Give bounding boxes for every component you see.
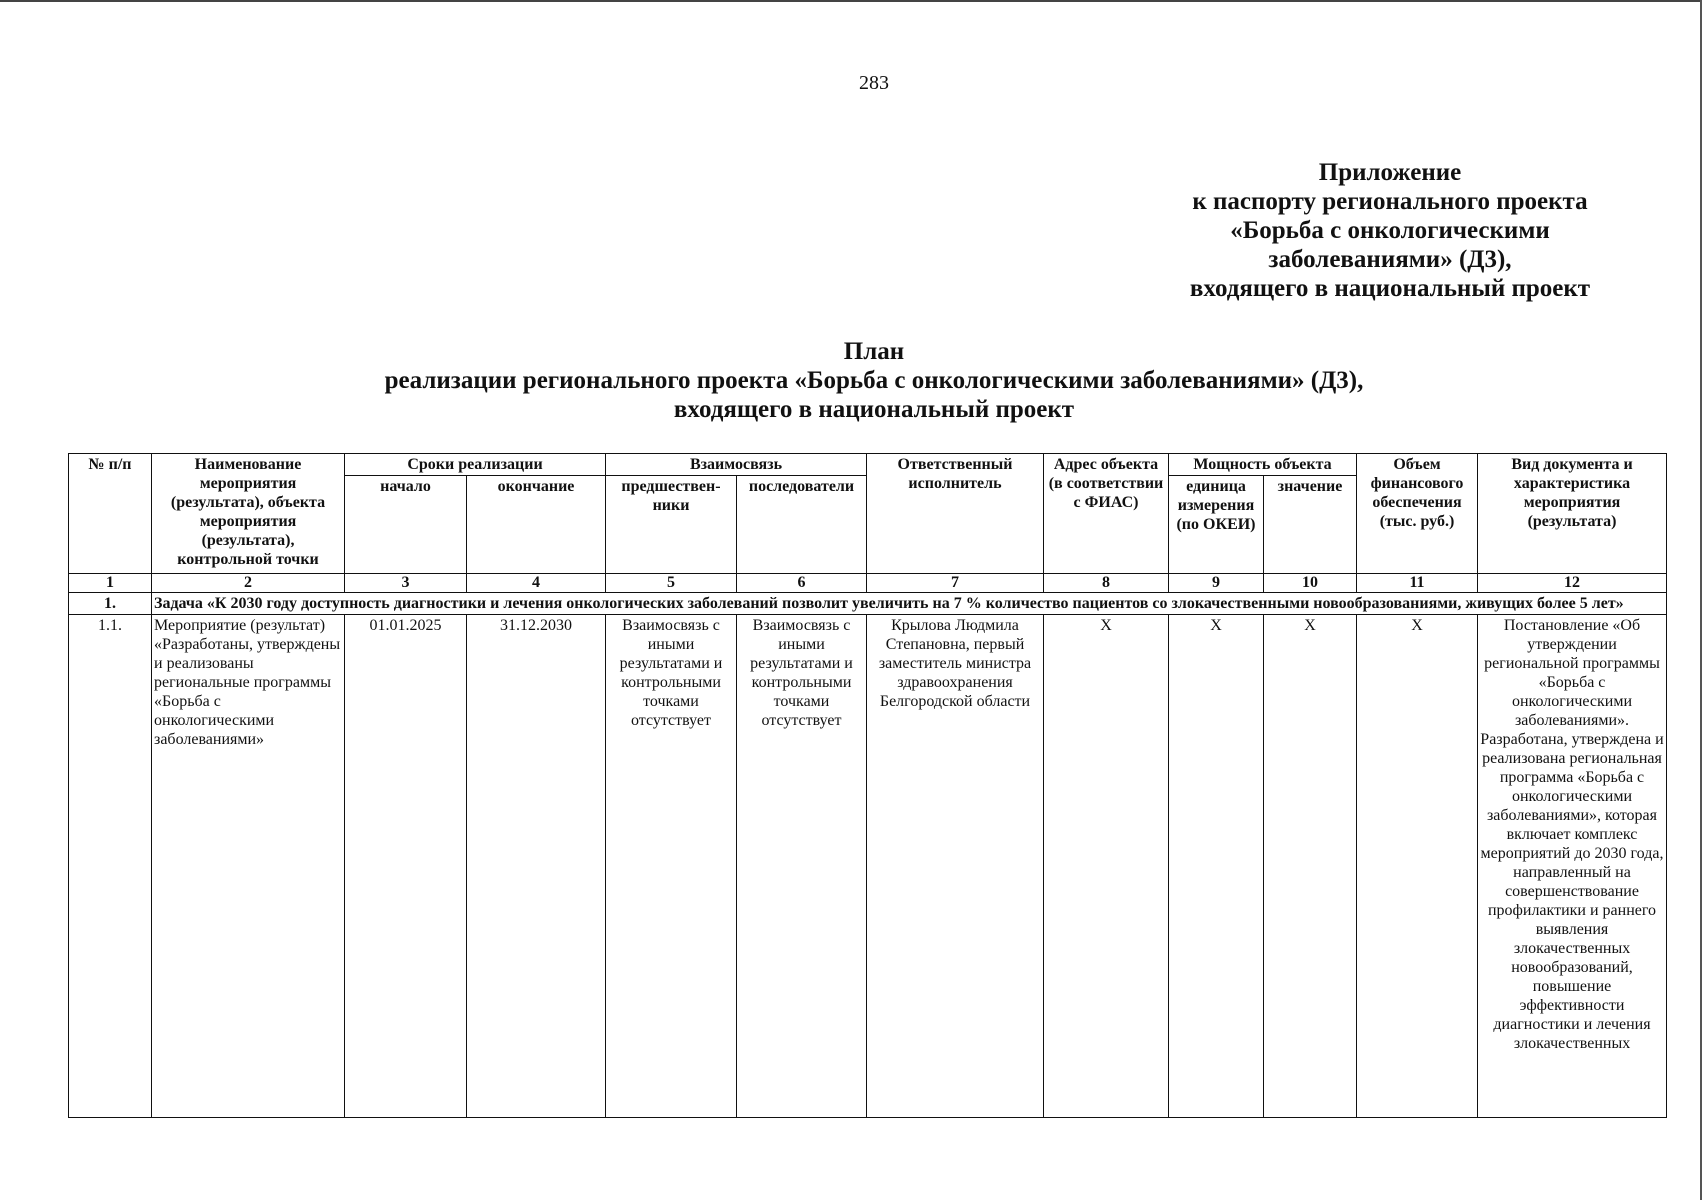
header-predecessors: предшествен-ники	[606, 476, 737, 574]
appendix-line: Приложение	[1318, 159, 1462, 186]
header-link: Взаимосвязь	[606, 454, 867, 476]
task-number: 1.	[69, 593, 152, 615]
column-number: 2	[152, 574, 345, 593]
appendix-line: входящего в национальный проект	[1189, 275, 1591, 302]
task-row	[69, 593, 1667, 615]
plan-title-line: реализации регионального проекта «Борьба с онкологическими заболеваниями» (Д3),	[384, 367, 1364, 394]
table-row	[69, 615, 1667, 1118]
row-document: Постановление «Об утверждении региональной программы «Борьба с онкологическими заболеваниями». Разработана, утверждена и реализована региональная программа «Борьба с онкологическими заболеваниями», которая включает комплекс мероприятий до 2030 года, направленный на совершенствование профилактики и раннего выявления злокачественных новообразований, повышение эффективности диагностики и лечения злокачественных	[1478, 615, 1667, 1118]
plan-title-line: План	[843, 338, 905, 365]
plan-title-line: входящего в национальный проект	[673, 396, 1075, 423]
appendix-line: «Борьба с онкологическими	[1230, 217, 1550, 244]
plan-title	[0, 337, 1702, 424]
header-document: Вид документа и характеристика мероприятия (результата)	[1478, 454, 1667, 574]
column-number: 8	[1044, 574, 1169, 593]
row-unit: Х	[1169, 615, 1264, 1118]
column-number: 9	[1169, 574, 1264, 593]
header-num: № п/п	[69, 454, 152, 574]
header-end: окончание	[467, 476, 606, 574]
header-address: Адрес объекта (в соответствии с ФИАС)	[1044, 454, 1169, 574]
task-text: Задача «К 2030 году доступность диагностики и лечения онкологических заболеваний позволит увеличить на 7 % количество пациентов со злокачественными новообразованиями, живущих более 5 лет»	[152, 593, 1667, 615]
appendix-heading	[1120, 158, 1660, 303]
row-finance: Х	[1357, 615, 1478, 1118]
row-start-date: 01.01.2025	[345, 615, 467, 1118]
page-number: 283	[859, 72, 889, 94]
row-end-date: 31.12.2030	[467, 615, 606, 1118]
appendix-line: заболеваниями» (Д3),	[1268, 246, 1512, 273]
appendix-line: к паспорту регионального проекта	[1192, 188, 1588, 215]
column-number: 4	[467, 574, 606, 593]
column-number: 7	[867, 574, 1044, 593]
column-number: 12	[1478, 574, 1667, 593]
row-address: Х	[1044, 615, 1169, 1118]
header-terms: Сроки реализации	[345, 454, 606, 476]
row-successors: Взаимосвязь с иными результатами и контрольными точками отсутствует	[737, 615, 867, 1118]
page-top-edge	[0, 0, 1702, 2]
header-finance: Объем финансового обеспечения (тыс. руб.)	[1357, 454, 1478, 574]
row-number: 1.1.	[69, 615, 152, 1118]
header-successors: последователи	[737, 476, 867, 574]
column-number: 6	[737, 574, 867, 593]
header-capacity: Мощность объекта	[1169, 454, 1357, 476]
column-number: 3	[345, 574, 467, 593]
plan-table	[68, 453, 1667, 1118]
header-row	[69, 454, 1667, 476]
header-unit: единица измерения (по ОКЕИ)	[1169, 476, 1264, 574]
header-value: значение	[1264, 476, 1357, 574]
row-value: Х	[1264, 615, 1357, 1118]
header-name: Наименование мероприятия (результата), объекта мероприятия (результата), контрольной точки	[152, 454, 345, 574]
header-start: начало	[345, 476, 467, 574]
header-responsible: Ответственный исполнитель	[867, 454, 1044, 574]
row-name: Мероприятие (результат) «Разработаны, утверждены и реализованы региональные программы «Борьба с онкологическими заболеваниями»	[152, 615, 345, 1118]
column-number: 5	[606, 574, 737, 593]
column-number: 11	[1357, 574, 1478, 593]
column-number: 10	[1264, 574, 1357, 593]
column-number: 1	[69, 574, 152, 593]
row-responsible: Крылова Людмила Степановна, первый заместитель министра здравоохранения Белгородской области	[867, 615, 1044, 1118]
column-number-row	[69, 574, 1667, 593]
row-predecessors: Взаимосвязь с иными результатами и контрольными точками отсутствует	[606, 615, 737, 1118]
